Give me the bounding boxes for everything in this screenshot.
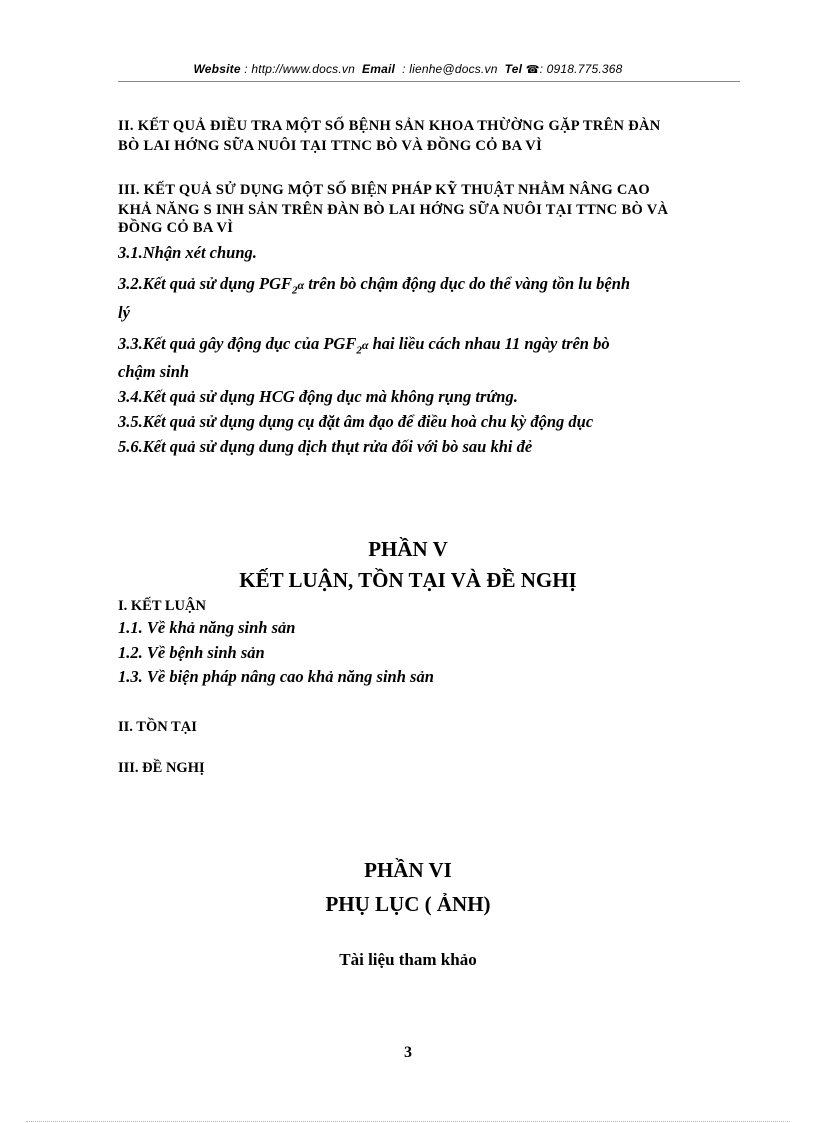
part-v-title: PHẦN V xyxy=(368,537,448,561)
page-header xyxy=(0,62,816,76)
section-ii-line1: II. KẾT QUẢ ĐIỀU TRA MỘT SỐ BỆNH SẢN KHOA THỪỜNG GẶP TRÊN ĐÀN xyxy=(118,118,661,134)
item-3-3-suffix: hai liều cách nhau 11 ngày trên bò xyxy=(368,334,610,353)
website-value: : http://www.docs.vn xyxy=(244,62,355,76)
website-label: Website xyxy=(193,62,241,76)
item-3-2 xyxy=(118,273,738,301)
pgf2-alpha-formula: $PGF_2\alpha$ xyxy=(259,274,305,297)
section-iii-line1: III. KẾT QUẢ SỬ DỤNG MỘT SỐ BIỆN PHÁP KỸ THUẬT NHẰM NÂNG CAO xyxy=(118,182,651,198)
item-3-2-prefix: 3.2.Kết quả sử dụng xyxy=(118,274,259,293)
page-number: 3 xyxy=(404,1044,412,1061)
header-divider xyxy=(118,81,740,82)
item-3-5: 3.5.Kết quả sử dụng dụng cụ đặt âm đạo để điều hoà chu kỳ động dục xyxy=(118,412,594,431)
conclusion-heading: I. KẾT LUẬN xyxy=(118,598,206,614)
item-5-6: 5.6.Kết quả sử dụng dung dịch thụt rửa đối với bò sau khi đẻ xyxy=(118,437,533,456)
email-value: : lienhe@docs.vn xyxy=(402,62,498,76)
part-vi-subtitle: PHỤ LỤC ( ẢNH) xyxy=(325,892,491,916)
part-vi-title: PHẦN VI xyxy=(364,858,452,882)
email-label: Email xyxy=(362,62,396,76)
conclusion-item-1: 1.1. Về khả năng sinh sản xyxy=(118,618,296,637)
references-heading: Tài liệu tham khảo xyxy=(339,950,477,969)
item-3-1: 3.1.Nhận xét chung. xyxy=(118,243,257,262)
section-iii-line2: KHẢ NĂNG S INH SẢN TRÊN ĐÀN BÒ LAI HỚNG SỮA NUÔI TẠI TTNC BÒ VÀ xyxy=(118,202,669,218)
conclusion-item-3: 1.3. Về biện pháp nâng cao khả năng sinh sản xyxy=(118,667,434,686)
item-3-3-prefix: 3.3.Kết quả gây động dục của xyxy=(118,334,324,353)
tel-label: Tel xyxy=(504,62,523,76)
section-ii-heading xyxy=(118,116,758,156)
item-3-2-suffix: trên bò chậm động dục do thể vàng tồn lu bệnh xyxy=(304,274,631,293)
pgf2-alpha-formula: $PGF_2\alpha$ xyxy=(323,334,369,357)
item-3-3-cont: chậm sinh xyxy=(118,362,190,381)
footer-divider xyxy=(26,1121,790,1122)
part-v-subtitle: KẾT LUẬN, TỒN TẠI VÀ ĐỀ NGHỊ xyxy=(239,568,577,592)
conclusion-item-2: 1.2. Về bệnh sinh sản xyxy=(118,643,265,662)
section-ii-line2: BÒ LAI HỚNG SỮA NUÔI TẠI TTNC BÒ VÀ ĐỒNG CỎ BA VÌ xyxy=(118,138,543,154)
item-3-2-cont: lý xyxy=(118,303,130,322)
phone-icon: ☎ xyxy=(525,64,540,76)
recommendation-heading: III. ĐỀ NGHỊ xyxy=(118,760,205,776)
tel-value: : 0918.775.368 xyxy=(539,62,623,76)
section-iii-heading xyxy=(118,180,758,236)
item-3-3 xyxy=(118,333,738,361)
section-iii-line3: ĐỒNG CỎ BA VÌ xyxy=(118,220,234,236)
item-3-4: 3.4.Kết quả sử dụng HCG động dục mà không rụng trứng. xyxy=(118,387,518,406)
existing-issues-heading: II. TỒN TẠI xyxy=(118,719,197,735)
